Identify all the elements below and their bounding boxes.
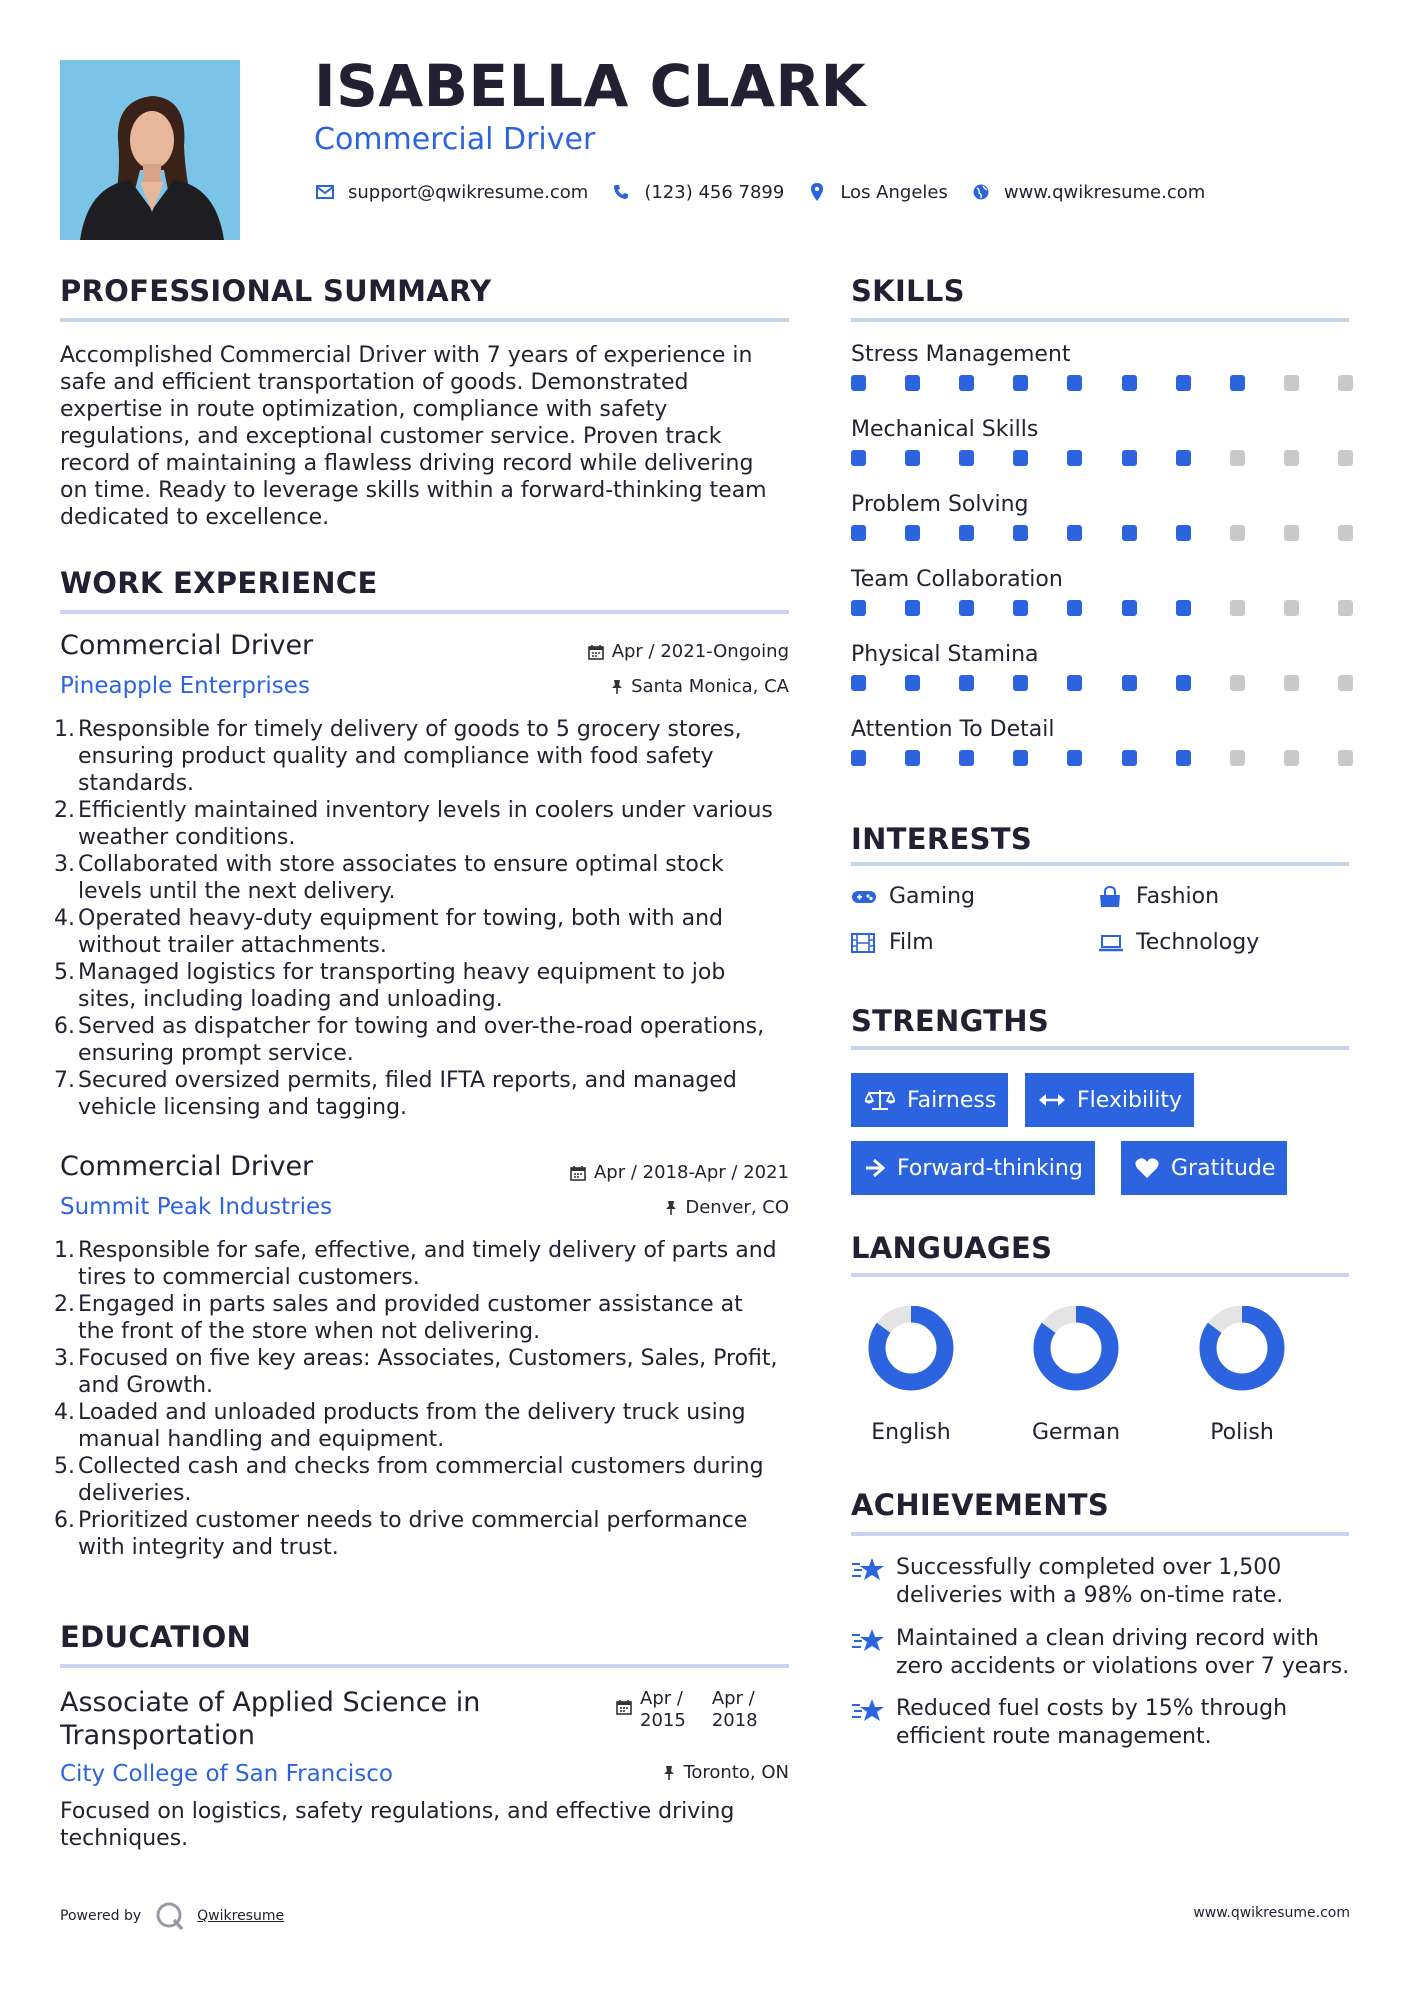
duty-item	[54, 905, 800, 959]
education-divider	[60, 1664, 789, 1668]
language-german	[1006, 1306, 1146, 1445]
duty-item	[54, 1507, 800, 1561]
skill-row	[851, 567, 1353, 642]
candidate-name: ISABELLA CLARK	[314, 52, 867, 120]
skill-dot-filled	[1122, 750, 1137, 766]
achievement-line: Reduced fuel costs by 15% through	[896, 1696, 1288, 1721]
qwikresume-link[interactable]: Qwikresume	[197, 1908, 285, 1924]
skill-dot-filled	[1176, 525, 1191, 541]
language-ring	[1006, 1306, 1146, 1406]
skill-dot-filled	[1176, 375, 1191, 391]
skill-dot-filled	[1067, 750, 1082, 766]
education-description	[60, 1798, 800, 1852]
skill-dot-filled	[851, 375, 866, 391]
skill-dot-empty	[1284, 600, 1299, 616]
shooting-star-icon	[851, 1625, 885, 1681]
duty-line: the front of the store when not delivering.	[78, 1319, 541, 1344]
skill-dot-filled	[1067, 375, 1082, 391]
achievement-item	[851, 1625, 1351, 1681]
skill-label: Mechanical Skills	[851, 417, 1039, 442]
interest-fashion	[1098, 884, 1219, 909]
skill-dot-empty	[1338, 525, 1353, 541]
duty-number: 2.	[54, 1292, 75, 1317]
degree-title	[60, 1686, 480, 1752]
skill-dot-empty	[1284, 525, 1299, 541]
job-location	[611, 676, 789, 697]
duty-item	[54, 1345, 800, 1399]
job-dates-text: Apr / 2018-Apr / 2021	[593, 1162, 789, 1183]
education-end	[712, 1688, 758, 1732]
duty-line: Responsible for safe, effective, and timely delivery of parts and	[78, 1238, 777, 1263]
skill-dot-empty	[1230, 750, 1245, 766]
summary-text	[60, 342, 800, 531]
duty-line: Collaborated with store associates to ensure optimal stock	[78, 852, 724, 877]
skill-label: Physical Stamina	[851, 642, 1039, 667]
education-location	[663, 1762, 789, 1783]
skill-dot-filled	[905, 450, 920, 466]
phone-icon	[610, 183, 632, 201]
duty-item	[54, 1399, 800, 1453]
duty-line: tires to commercial customers.	[78, 1265, 420, 1290]
education-description-line: Focused on logistics, safety regulations, and effective driving	[60, 1799, 735, 1824]
school-name[interactable]: City College of San Francisco	[60, 1761, 393, 1787]
skill-label: Stress Management	[851, 342, 1071, 367]
duty-item	[54, 716, 800, 797]
footer-powered-by	[60, 1901, 284, 1931]
skill-rating	[851, 750, 1353, 766]
job-location-text: Santa Monica, CA	[631, 676, 789, 697]
skill-dot-filled	[1067, 600, 1082, 616]
skill-dot-filled	[1176, 750, 1191, 766]
skill-row	[851, 717, 1353, 792]
skill-dot-filled	[905, 525, 920, 541]
contact-bar	[314, 178, 1227, 206]
achievement-line: deliveries with a 98% on-time rate.	[896, 1583, 1284, 1608]
candidate-role: Commercial Driver	[314, 122, 596, 157]
strength-label: Gratitude	[1171, 1155, 1276, 1181]
duty-number: 2.	[54, 798, 75, 823]
language-ring	[841, 1306, 981, 1406]
duty-line: Operated heavy-duty equipment for towing, both with and	[78, 906, 723, 931]
duty-line: deliveries.	[78, 1481, 192, 1506]
education-start-year: 2015	[640, 1710, 686, 1731]
skill-dot-filled	[905, 375, 920, 391]
skill-dot-empty	[1338, 375, 1353, 391]
duty-item	[54, 1453, 800, 1507]
summary-line: safe and efficient transportation of goods. Demonstrated	[60, 370, 689, 395]
skill-dot-empty	[1230, 675, 1245, 691]
strength-flexibility	[1025, 1073, 1194, 1127]
contact-phone[interactable]	[610, 182, 784, 203]
duty-line: Collected cash and checks from commercial customers during	[78, 1454, 764, 1479]
job-title: Commercial Driver	[60, 1151, 314, 1182]
duty-number: 4.	[54, 1400, 75, 1425]
skill-dot-filled	[851, 750, 866, 766]
arrows-horizontal-icon	[1039, 1093, 1065, 1107]
language-label: English	[871, 1420, 951, 1445]
experience-heading: WORK EXPERIENCE	[60, 566, 378, 600]
duty-number: 5.	[54, 1454, 75, 1479]
calendar-icon	[588, 644, 604, 660]
pushpin-icon	[663, 1765, 675, 1781]
location-text: Los Angeles	[840, 181, 948, 203]
skill-label: Team Collaboration	[851, 567, 1063, 592]
skill-dot-filled	[1230, 375, 1245, 391]
duty-number: 4.	[54, 906, 75, 931]
skill-dot-filled	[1013, 525, 1028, 541]
interest-label: Fashion	[1136, 884, 1220, 909]
skill-row	[851, 492, 1353, 567]
summary-line: regulations, and exceptional customer service. Proven track	[60, 424, 722, 449]
globe-icon	[970, 183, 992, 201]
skill-dot-empty	[1284, 750, 1299, 766]
website-text: www.qwikresume.com	[1003, 181, 1206, 203]
skill-dot-filled	[905, 750, 920, 766]
skills-heading: SKILLS	[851, 274, 965, 308]
summary-line: on time. Ready to leverage skills within a forward-thinking team	[60, 478, 767, 503]
strength-label: Flexibility	[1077, 1087, 1182, 1113]
duty-line: with integrity and trust.	[78, 1535, 339, 1560]
strengths-heading: STRENGTHS	[851, 1004, 1050, 1038]
language-polish	[1172, 1306, 1312, 1445]
duty-number: 6.	[54, 1014, 75, 1039]
balance-scale-icon	[865, 1089, 895, 1111]
skill-dot-empty	[1284, 450, 1299, 466]
skill-rating	[851, 525, 1353, 541]
duty-line: Responsible for timely delivery of goods to 5 grocery stores,	[78, 717, 742, 742]
interest-label: Gaming	[889, 884, 975, 909]
contact-location	[806, 182, 948, 203]
pushpin-icon	[665, 1200, 677, 1216]
duty-line: sites, including loading and unloading.	[78, 987, 503, 1012]
duty-item	[54, 1013, 800, 1067]
job-dates	[570, 1162, 789, 1183]
skill-row	[851, 342, 1353, 417]
job-company[interactable]: Summit Peak Industries	[60, 1194, 333, 1220]
skill-dot-filled	[1122, 675, 1137, 691]
skills-list	[851, 342, 1353, 792]
duty-line: Secured oversized permits, filed IFTA reports, and managed	[78, 1068, 737, 1093]
skill-dot-filled	[1067, 525, 1082, 541]
skill-dot-empty	[1230, 525, 1245, 541]
job-dates-text: Apr / 2021-Ongoing	[611, 641, 789, 662]
skill-dot-filled	[905, 675, 920, 691]
achievements-heading: ACHIEVEMENTS	[851, 1488, 1110, 1522]
shooting-star-icon	[851, 1695, 885, 1751]
duty-number: 5.	[54, 960, 75, 985]
skill-dot-filled	[959, 525, 974, 541]
skill-dot-filled	[1067, 450, 1082, 466]
arrow-right-icon	[865, 1159, 885, 1177]
duty-number: 7.	[54, 1068, 75, 1093]
duty-item	[54, 797, 800, 851]
skill-dot-filled	[851, 525, 866, 541]
shooting-star-icon	[851, 1554, 885, 1610]
film-icon	[851, 932, 877, 954]
skill-rating	[851, 375, 1353, 391]
interest-label: Technology	[1136, 930, 1260, 955]
achievement-text	[896, 1695, 1287, 1751]
education-end-month: Apr /	[711, 1688, 755, 1709]
duty-line: standards.	[78, 771, 195, 796]
skill-dot-empty	[1338, 450, 1353, 466]
powered-by-text: Powered by	[60, 1908, 142, 1924]
pushpin-icon	[611, 679, 623, 695]
skill-dot-filled	[1013, 375, 1028, 391]
duty-line: ensuring prompt service.	[78, 1041, 354, 1066]
strengths-divider	[851, 1046, 1349, 1050]
skill-dot-filled	[959, 600, 974, 616]
duty-line: levels until the next delivery.	[78, 879, 396, 904]
achievement-item	[851, 1554, 1351, 1610]
skill-dot-empty	[1230, 450, 1245, 466]
calendar-icon	[570, 1165, 586, 1181]
achievement-line: Maintained a clean driving record with	[896, 1626, 1319, 1651]
duty-line: Focused on five key areas: Associates, Customers, Sales, Profit,	[78, 1346, 778, 1371]
skill-dot-filled	[1013, 600, 1028, 616]
education-start-month: Apr /	[640, 1688, 683, 1709]
interest-label: Film	[889, 930, 934, 955]
skill-dot-filled	[1122, 600, 1137, 616]
language-label: German	[1031, 1420, 1121, 1445]
education-description-line: techniques.	[60, 1826, 189, 1851]
achievement-line: Successfully completed over 1,500	[896, 1555, 1282, 1580]
duty-item	[54, 1237, 800, 1291]
envelope-icon	[314, 183, 336, 201]
duty-line: manual handling and equipment.	[78, 1427, 445, 1452]
strength-gratitude	[1121, 1141, 1287, 1195]
achievements-divider	[851, 1532, 1349, 1536]
footer-website[interactable]: www.qwikresume.com	[1193, 1905, 1350, 1921]
laptop-icon	[1098, 932, 1124, 954]
languages-heading: LANGUAGES	[851, 1231, 1053, 1265]
interests-divider	[851, 862, 1349, 866]
education-heading: EDUCATION	[60, 1620, 252, 1654]
skill-dot-empty	[1338, 675, 1353, 691]
education-start	[640, 1688, 686, 1732]
duty-item	[54, 1291, 800, 1345]
job-duties	[54, 716, 800, 1121]
summary-line: expertise in route optimization, compliance with safety	[60, 397, 668, 422]
strength-fairness	[851, 1073, 1008, 1127]
duty-item	[54, 959, 800, 1013]
strength-forward-thinking	[851, 1141, 1095, 1195]
skill-dot-empty	[1338, 600, 1353, 616]
skill-dot-filled	[959, 375, 974, 391]
skill-dot-filled	[1176, 675, 1191, 691]
skill-dot-filled	[1176, 600, 1191, 616]
duty-line: Efficiently maintained inventory levels in coolers under various	[78, 798, 773, 823]
duty-line: and Growth.	[78, 1373, 214, 1398]
education-dates	[616, 1688, 758, 1732]
job-dates	[588, 641, 789, 662]
duty-line: Engaged in parts sales and provided customer assistance at	[78, 1292, 743, 1317]
skill-dot-filled	[851, 450, 866, 466]
skill-label: Attention To Detail	[851, 717, 1055, 742]
summary-line: dedicated to excellence.	[60, 505, 330, 530]
calendar-icon	[616, 1688, 632, 1732]
degree-line: Associate of Applied Science in	[60, 1687, 481, 1718]
heart-icon	[1135, 1158, 1159, 1179]
job-title: Commercial Driver	[60, 630, 314, 661]
qwikresume-logo-icon	[155, 1901, 185, 1931]
duty-line: without trailer attachments.	[78, 933, 387, 958]
skill-row	[851, 417, 1353, 492]
skill-dot-filled	[959, 450, 974, 466]
skill-dot-filled	[851, 600, 866, 616]
skill-dot-filled	[959, 750, 974, 766]
contact-email[interactable]	[314, 182, 588, 203]
duty-line: Loaded and unloaded products from the delivery truck using	[78, 1400, 746, 1425]
skill-dot-filled	[1067, 675, 1082, 691]
job-company[interactable]: Pineapple Enterprises	[60, 673, 310, 699]
achievement-line: zero accidents or violations over 7 years.	[896, 1654, 1350, 1679]
summary-line: record of maintaining a flawless driving record while delivering	[60, 451, 754, 476]
skill-dot-filled	[1122, 525, 1137, 541]
interest-technology	[1098, 930, 1259, 955]
skill-rating	[851, 675, 1353, 691]
summary-line: Accomplished Commercial Driver with 7 years of experience in	[60, 343, 753, 368]
skill-dot-filled	[1122, 375, 1137, 391]
duty-item	[54, 1067, 800, 1121]
job-duties	[54, 1237, 800, 1561]
summary-divider	[60, 318, 789, 322]
skills-divider	[851, 318, 1349, 322]
skill-dot-filled	[959, 675, 974, 691]
job-location-text: Denver, CO	[685, 1197, 789, 1218]
skill-row	[851, 642, 1353, 717]
degree-line: Transportation	[60, 1720, 255, 1751]
duty-number: 1.	[54, 1238, 75, 1263]
achievement-line: efficient route management.	[896, 1724, 1212, 1749]
skill-dot-filled	[1013, 675, 1028, 691]
duty-line: Managed logistics for transporting heavy equipment to job	[78, 960, 726, 985]
gamepad-icon	[851, 886, 877, 908]
skill-dot-empty	[1284, 675, 1299, 691]
language-label: Polish	[1210, 1420, 1274, 1445]
duty-line: vehicle licensing and tagging.	[78, 1095, 408, 1120]
achievement-text	[896, 1554, 1283, 1610]
profile-photo	[60, 60, 240, 240]
languages-divider	[851, 1273, 1349, 1277]
duty-number: 3.	[54, 1346, 75, 1371]
skill-rating	[851, 450, 1353, 466]
duty-number: 6.	[54, 1508, 75, 1533]
email-text: support@qwikresume.com	[348, 181, 589, 203]
duty-number: 3.	[54, 852, 75, 877]
map-pin-icon	[806, 183, 828, 201]
phone-text: (123) 456 7899	[644, 181, 785, 203]
skill-dot-filled	[1122, 450, 1137, 466]
interest-film	[851, 930, 934, 955]
achievement-item	[851, 1695, 1351, 1751]
skill-dot-filled	[851, 675, 866, 691]
skill-dot-empty	[1338, 750, 1353, 766]
skill-dot-empty	[1284, 375, 1299, 391]
shopping-bag-icon	[1098, 886, 1124, 908]
duty-line: weather conditions.	[78, 825, 296, 850]
contact-website[interactable]	[970, 182, 1205, 203]
education-location-text: Toronto, ON	[683, 1762, 789, 1783]
skill-dot-filled	[1013, 450, 1028, 466]
interest-gaming	[851, 884, 975, 909]
skill-dot-empty	[1230, 600, 1245, 616]
skill-dot-filled	[1176, 450, 1191, 466]
interests-heading: INTERESTS	[851, 822, 1033, 856]
education-end-year: 2018	[711, 1710, 758, 1731]
language-english	[841, 1306, 981, 1445]
skill-label: Problem Solving	[851, 492, 1029, 517]
skill-rating	[851, 600, 1353, 616]
duty-item	[54, 851, 800, 905]
experience-divider	[60, 610, 789, 614]
achievement-text	[896, 1625, 1349, 1681]
job-location	[665, 1197, 789, 1218]
duty-line: ensuring product quality and compliance with food safety	[78, 744, 714, 769]
strength-label: Fairness	[907, 1087, 997, 1113]
summary-heading: PROFESSIONAL SUMMARY	[60, 274, 492, 308]
skill-dot-filled	[1013, 750, 1028, 766]
skill-dot-filled	[905, 600, 920, 616]
strength-label: Forward-thinking	[897, 1155, 1083, 1181]
duty-line: Served as dispatcher for towing and over-the-road operations,	[78, 1014, 765, 1039]
duty-line: Prioritized customer needs to drive commercial performance	[78, 1508, 748, 1533]
duty-number: 1.	[54, 717, 75, 742]
language-ring	[1172, 1306, 1312, 1406]
